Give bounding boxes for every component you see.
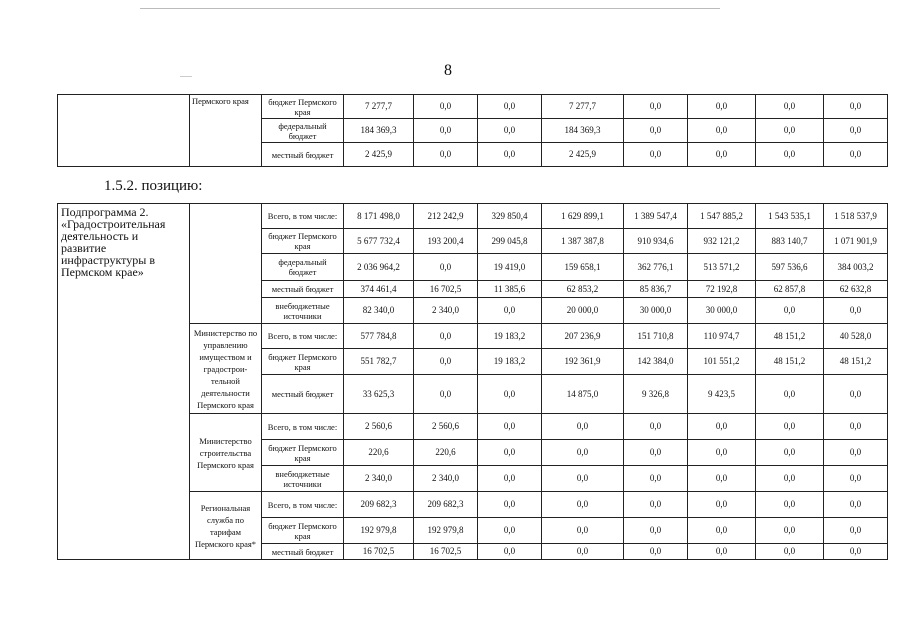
- value-cell: 0,0: [478, 375, 542, 414]
- value-cell: 192 979,8: [414, 518, 478, 544]
- value-cell: 1 629 899,1: [542, 204, 624, 229]
- value-cell: 299 045,8: [478, 229, 542, 254]
- value-cell: 220,6: [414, 440, 478, 466]
- value-cell: 7 277,7: [344, 95, 414, 119]
- org-cell: Региональная служба по тарифам Пермского края*: [190, 492, 262, 560]
- value-cell: 0,0: [688, 119, 756, 143]
- source-cell: Всего, в том числе:: [262, 324, 344, 349]
- value-cell: 2 425,9: [344, 143, 414, 167]
- value-cell: 48 151,2: [824, 349, 888, 375]
- value-cell: 0,0: [756, 440, 824, 466]
- value-cell: 0,0: [478, 466, 542, 492]
- value-cell: 0,0: [414, 119, 478, 143]
- scan-mark: [180, 76, 192, 77]
- value-cell: 48 151,2: [756, 349, 824, 375]
- value-cell: 883 140,7: [756, 229, 824, 254]
- value-cell: 2 036 964,2: [344, 254, 414, 281]
- value-cell: 30 000,0: [624, 298, 688, 324]
- org-cell: Министерство строительства Пермского края: [190, 414, 262, 492]
- value-cell: 212 242,9: [414, 204, 478, 229]
- value-cell: 0,0: [478, 414, 542, 440]
- value-cell: 0,0: [624, 95, 688, 119]
- top-table: [57, 94, 888, 167]
- value-cell: 551 782,7: [344, 349, 414, 375]
- value-cell: 82 340,0: [344, 298, 414, 324]
- value-cell: 362 776,1: [624, 254, 688, 281]
- source-cell: федеральный бюджет: [262, 119, 344, 143]
- source-cell: внебюджетные источники: [262, 466, 344, 492]
- value-cell: 0,0: [624, 414, 688, 440]
- value-cell: 0,0: [688, 143, 756, 167]
- value-cell: 910 934,6: [624, 229, 688, 254]
- value-cell: 0,0: [414, 254, 478, 281]
- top-blank-cell: [58, 95, 190, 167]
- value-cell: 0,0: [756, 143, 824, 167]
- value-cell: 19 183,2: [478, 349, 542, 375]
- page-number: 8: [444, 62, 452, 79]
- value-cell: 0,0: [824, 414, 888, 440]
- value-cell: 0,0: [478, 298, 542, 324]
- value-cell: 9 423,5: [688, 375, 756, 414]
- value-cell: 85 836,7: [624, 281, 688, 298]
- value-cell: 0,0: [824, 375, 888, 414]
- value-cell: 30 000,0: [688, 298, 756, 324]
- value-cell: 0,0: [478, 143, 542, 167]
- value-cell: 0,0: [624, 119, 688, 143]
- source-cell: местный бюджет: [262, 544, 344, 560]
- value-cell: 0,0: [756, 95, 824, 119]
- value-cell: 0,0: [688, 95, 756, 119]
- value-cell: 374 461,4: [344, 281, 414, 298]
- value-cell: 11 385,6: [478, 281, 542, 298]
- org-cell: Министерство по управлению имуществом и градострои- тельной деятельности Пермского края: [190, 324, 262, 414]
- value-cell: 577 784,8: [344, 324, 414, 349]
- position-heading: 1.5.2. позицию:: [104, 178, 203, 194]
- source-cell: местный бюджет: [262, 375, 344, 414]
- value-cell: 207 236,9: [542, 324, 624, 349]
- value-cell: 1 547 885,2: [688, 204, 756, 229]
- value-cell: 0,0: [478, 95, 542, 119]
- value-cell: 48 151,2: [756, 324, 824, 349]
- value-cell: 1 518 537,9: [824, 204, 888, 229]
- source-cell: бюджет Пермского края: [262, 95, 344, 119]
- value-cell: 159 658,1: [542, 254, 624, 281]
- value-cell: 0,0: [756, 492, 824, 518]
- value-cell: 0,0: [624, 518, 688, 544]
- value-cell: 192 979,8: [344, 518, 414, 544]
- value-cell: 19 419,0: [478, 254, 542, 281]
- value-cell: 5 677 732,4: [344, 229, 414, 254]
- value-cell: 1 543 535,1: [756, 204, 824, 229]
- value-cell: 62 632,8: [824, 281, 888, 298]
- value-cell: 7 277,7: [542, 95, 624, 119]
- value-cell: 184 369,3: [344, 119, 414, 143]
- value-cell: 33 625,3: [344, 375, 414, 414]
- value-cell: 0,0: [624, 440, 688, 466]
- main-table: [57, 203, 888, 560]
- value-cell: 20 000,0: [542, 298, 624, 324]
- value-cell: 0,0: [414, 324, 478, 349]
- value-cell: 0,0: [478, 544, 542, 560]
- value-cell: 0,0: [478, 492, 542, 518]
- value-cell: 0,0: [542, 414, 624, 440]
- value-cell: 0,0: [542, 466, 624, 492]
- value-cell: 62 857,8: [756, 281, 824, 298]
- value-cell: 16 702,5: [414, 281, 478, 298]
- value-cell: 8 171 498,0: [344, 204, 414, 229]
- value-cell: 0,0: [688, 492, 756, 518]
- value-cell: 0,0: [542, 518, 624, 544]
- value-cell: 2 560,6: [414, 414, 478, 440]
- value-cell: 19 183,2: [478, 324, 542, 349]
- top-rule: [140, 8, 720, 9]
- value-cell: 62 853,2: [542, 281, 624, 298]
- source-cell: Всего, в том числе:: [262, 204, 344, 229]
- value-cell: 329 850,4: [478, 204, 542, 229]
- value-cell: 0,0: [624, 492, 688, 518]
- value-cell: 0,0: [824, 466, 888, 492]
- value-cell: 193 200,4: [414, 229, 478, 254]
- top-org-cell: Пермского края: [190, 95, 262, 167]
- value-cell: 209 682,3: [344, 492, 414, 518]
- value-cell: 0,0: [824, 298, 888, 324]
- value-cell: 2 425,9: [542, 143, 624, 167]
- value-cell: 0,0: [824, 492, 888, 518]
- value-cell: 0,0: [824, 119, 888, 143]
- value-cell: 0,0: [624, 544, 688, 560]
- org-cell: [190, 204, 262, 324]
- value-cell: 1 387 387,8: [542, 229, 624, 254]
- value-cell: 2 560,6: [344, 414, 414, 440]
- value-cell: 0,0: [756, 298, 824, 324]
- value-cell: 209 682,3: [414, 492, 478, 518]
- value-cell: 101 551,2: [688, 349, 756, 375]
- value-cell: 184 369,3: [542, 119, 624, 143]
- value-cell: 597 536,6: [756, 254, 824, 281]
- value-cell: 151 710,8: [624, 324, 688, 349]
- value-cell: 0,0: [756, 119, 824, 143]
- value-cell: 932 121,2: [688, 229, 756, 254]
- value-cell: 0,0: [688, 440, 756, 466]
- value-cell: 2 340,0: [344, 466, 414, 492]
- value-cell: 2 340,0: [414, 466, 478, 492]
- value-cell: 0,0: [478, 119, 542, 143]
- source-cell: бюджет Пермского края: [262, 229, 344, 254]
- source-cell: федеральный бюджет: [262, 254, 344, 281]
- source-cell: Всего, в том числе:: [262, 414, 344, 440]
- value-cell: 2 340,0: [414, 298, 478, 324]
- value-cell: 0,0: [824, 143, 888, 167]
- value-cell: 0,0: [756, 544, 824, 560]
- value-cell: 110 974,7: [688, 324, 756, 349]
- value-cell: 1 389 547,4: [624, 204, 688, 229]
- source-cell: местный бюджет: [262, 143, 344, 167]
- value-cell: 1 071 901,9: [824, 229, 888, 254]
- value-cell: 16 702,5: [344, 544, 414, 560]
- value-cell: 0,0: [478, 440, 542, 466]
- value-cell: 0,0: [756, 518, 824, 544]
- value-cell: 142 384,0: [624, 349, 688, 375]
- value-cell: 192 361,9: [542, 349, 624, 375]
- value-cell: 9 326,8: [624, 375, 688, 414]
- value-cell: 0,0: [756, 375, 824, 414]
- value-cell: 0,0: [478, 518, 542, 544]
- value-cell: 513 571,2: [688, 254, 756, 281]
- value-cell: 0,0: [756, 466, 824, 492]
- value-cell: 0,0: [688, 544, 756, 560]
- value-cell: 0,0: [624, 143, 688, 167]
- source-cell: местный бюджет: [262, 281, 344, 298]
- subprogram-title: Подпрограмма 2. «Градостроительная деятельность и развитие инфраструктуры в Пермском крае»: [58, 204, 190, 560]
- value-cell: 40 528,0: [824, 324, 888, 349]
- value-cell: 0,0: [824, 544, 888, 560]
- value-cell: 0,0: [624, 466, 688, 492]
- source-cell: внебюджетные источники: [262, 298, 344, 324]
- value-cell: 220,6: [344, 440, 414, 466]
- value-cell: 0,0: [688, 466, 756, 492]
- value-cell: 72 192,8: [688, 281, 756, 298]
- value-cell: 0,0: [824, 440, 888, 466]
- value-cell: 0,0: [688, 414, 756, 440]
- source-cell: бюджет Пермского края: [262, 518, 344, 544]
- value-cell: 0,0: [414, 375, 478, 414]
- value-cell: 0,0: [414, 349, 478, 375]
- value-cell: 0,0: [688, 518, 756, 544]
- value-cell: 16 702,5: [414, 544, 478, 560]
- value-cell: 0,0: [756, 414, 824, 440]
- source-cell: бюджет Пермского края: [262, 349, 344, 375]
- value-cell: 0,0: [414, 143, 478, 167]
- value-cell: 0,0: [824, 95, 888, 119]
- value-cell: 0,0: [542, 492, 624, 518]
- value-cell: 0,0: [542, 440, 624, 466]
- value-cell: 14 875,0: [542, 375, 624, 414]
- value-cell: 384 003,2: [824, 254, 888, 281]
- value-cell: 0,0: [824, 518, 888, 544]
- value-cell: 0,0: [542, 544, 624, 560]
- source-cell: бюджет Пермского края: [262, 440, 344, 466]
- source-cell: Всего, в том числе:: [262, 492, 344, 518]
- value-cell: 0,0: [414, 95, 478, 119]
